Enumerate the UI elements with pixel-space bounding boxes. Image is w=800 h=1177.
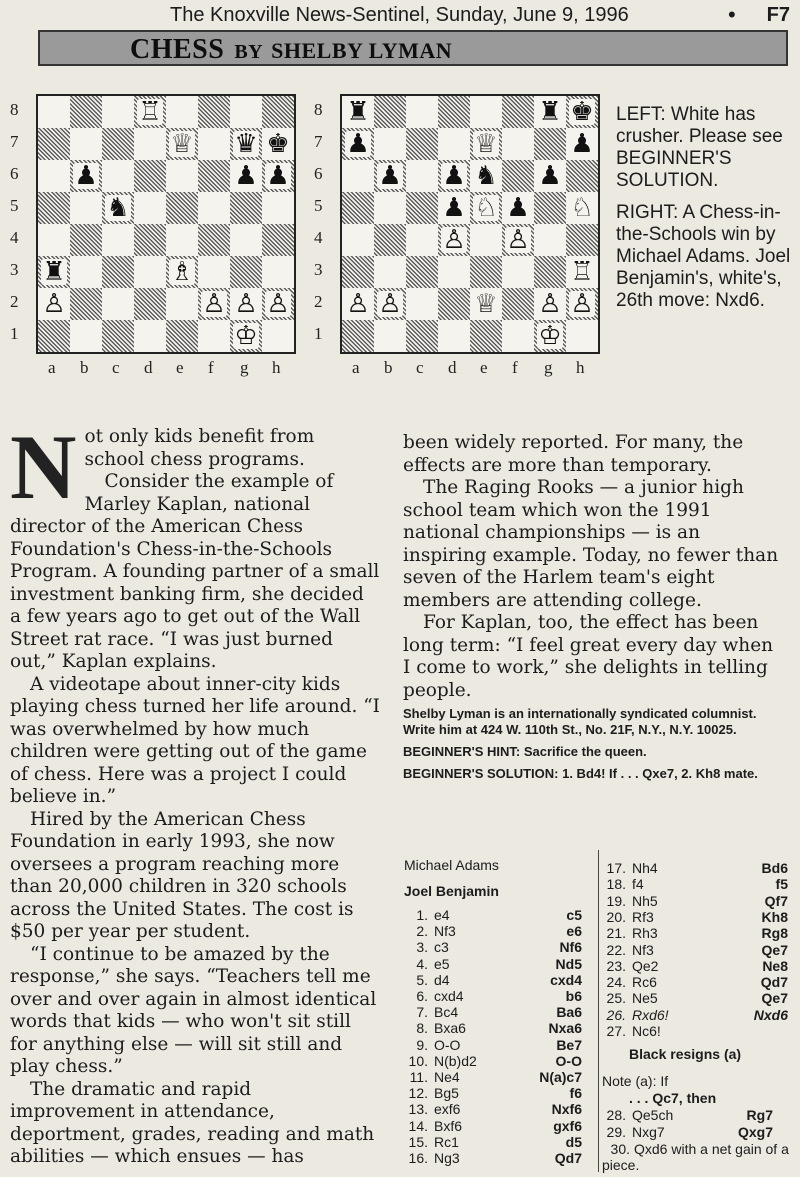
board-square [102, 256, 134, 288]
board-square [534, 224, 566, 256]
caption-left: LEFT: White has crusher. Please see BEGINNER'S SOLUTION. [616, 104, 783, 191]
game-move: 9. O-O Be7 [416, 1036, 582, 1053]
board-square [406, 256, 438, 288]
rank-label: 5 [10, 196, 19, 215]
title-author: SHELBY LYMAN [271, 38, 453, 63]
board-square [230, 224, 262, 256]
board-square [342, 288, 374, 320]
game-move: 26. Rxd6! Nxd6 [606, 1006, 788, 1023]
board-square [262, 160, 294, 192]
board-square [502, 96, 534, 128]
board-square [198, 320, 230, 352]
article-para-9: For Kaplan, too, the effect has been long term: “I feel great every day when I come to work,” she delights in telling people. [403, 612, 774, 701]
chess-piece-icon: ♜ [346, 97, 370, 127]
masthead [170, 4, 790, 28]
board-square [198, 288, 230, 320]
publication-line: The Knoxville News-Sentinel, Sunday, June 9, 1996 [170, 4, 629, 26]
chess-board-right [340, 94, 600, 354]
board-square [438, 128, 470, 160]
board-square [198, 96, 230, 128]
game-move: 3. c3 Nf6 [416, 939, 582, 956]
chess-piece-icon: ♙ [266, 289, 290, 319]
chess-piece-icon: ♞ [474, 161, 498, 191]
board-square [566, 128, 598, 160]
board-square [230, 320, 262, 352]
board-square [374, 288, 406, 320]
board-square [198, 128, 230, 160]
caption-right: RIGHT: A Chess-in-the-Schools win by Michael Adams. Joel Benjamin's, white's, 26th move: Nxd6. [616, 202, 791, 311]
file-label: f [512, 358, 518, 377]
chess-piece-icon: ♖ [138, 97, 162, 127]
rank-label: 4 [10, 228, 19, 247]
chess-piece-icon: ♔ [234, 321, 258, 351]
board-square [566, 160, 598, 192]
board-square [38, 192, 70, 224]
board-square [102, 288, 134, 320]
board-square [166, 160, 198, 192]
rank-label: 2 [314, 292, 323, 311]
chess-piece-icon: ♟ [442, 193, 466, 223]
chess-piece-icon: ♚ [570, 97, 594, 127]
chess-piece-icon: ♗ [170, 257, 194, 287]
rank-label: 8 [10, 100, 19, 119]
chess-piece-icon: ♔ [538, 321, 562, 351]
chess-piece-icon: ♟ [570, 129, 594, 159]
game-move: 24. Rc6 Qd7 [606, 974, 788, 991]
game-move: 27. Nc6! [606, 1023, 661, 1039]
board-square [230, 128, 262, 160]
chess-piece-icon: ♟ [378, 161, 402, 191]
article-column-2 [403, 432, 783, 788]
rank-label: 2 [10, 292, 19, 311]
game-move: 28. Qe5ch Rg7 [606, 1107, 773, 1123]
rank-label: 1 [314, 324, 323, 343]
board-square [406, 192, 438, 224]
game-move: 25. Ne5 Qe7 [606, 990, 788, 1007]
board-square [198, 256, 230, 288]
file-label: c [416, 358, 424, 377]
board-square [534, 288, 566, 320]
article-para-3: A videotape about inner-city kids playing chess turned her life around. “I was overwhelmed by how much children were getting out of the game of chess. Here was a project I could believe in.” [10, 673, 380, 807]
board-square [70, 288, 102, 320]
board-square [102, 224, 134, 256]
board-square [566, 192, 598, 224]
board-square [470, 288, 502, 320]
board-square [502, 128, 534, 160]
board-square [198, 192, 230, 224]
author-note [403, 706, 783, 782]
chess-piece-icon: ♕ [474, 129, 498, 159]
board-square [374, 224, 406, 256]
board-square [230, 160, 262, 192]
board-square [102, 192, 134, 224]
file-label: b [384, 358, 393, 377]
article-para-8: The Raging Rooks — a junior high school team which won the 1991 national championships — is an inspiring example. Today, no fewer than seven of the Harlem team's eight members are attending college. [403, 477, 779, 611]
chess-board-left [36, 94, 296, 354]
board-square [134, 192, 166, 224]
board-square [38, 288, 70, 320]
board-square [502, 224, 534, 256]
chess-piece-icon: ♟ [346, 129, 370, 159]
chess-piece-icon: ♙ [570, 289, 594, 319]
board-square [134, 320, 166, 352]
board-square [374, 128, 406, 160]
board-square [102, 128, 134, 160]
chess-piece-icon: ♖ [570, 257, 594, 287]
note-line: . . . Qc7, then [629, 1090, 717, 1106]
board-square [38, 256, 70, 288]
board-square [166, 256, 198, 288]
board-square [70, 224, 102, 256]
board-square [342, 256, 374, 288]
board-square [70, 256, 102, 288]
board-square [262, 288, 294, 320]
board-square [102, 160, 134, 192]
author-bio: Shelby Lyman is an internationally syndicated columnist. Write him at 424 W. 110th St., No. 21F, N.Y., N.Y. 10025. [403, 706, 757, 737]
board-square [406, 288, 438, 320]
game-move: 18. f4 f5 [606, 876, 788, 893]
game-move: 16. Ng3 Qd7 [408, 1150, 582, 1166]
board-square [38, 128, 70, 160]
board-square [470, 160, 502, 192]
game-move: 15. Rc1 d5 [408, 1133, 582, 1150]
board-square [262, 224, 294, 256]
game-move: 21. Rh3 Rg8 [606, 925, 788, 942]
chess-piece-icon: ♙ [538, 289, 562, 319]
rank-label: 3 [314, 260, 323, 279]
note-heading: Note (a): If [602, 1073, 669, 1089]
board-square [470, 224, 502, 256]
article-para-6: The dramatic and rapid improvement in attendance, deportment, grades, reading and math abilities — which ensues — has [10, 1078, 375, 1167]
board-square [470, 128, 502, 160]
board-square [470, 96, 502, 128]
board-square [534, 128, 566, 160]
note-final-move: 30. Qxd6 with a net gain of a piece. [602, 1141, 789, 1173]
board-square [502, 320, 534, 352]
board-square [374, 160, 406, 192]
board-square [262, 192, 294, 224]
chess-piece-icon: ♕ [170, 129, 194, 159]
board-square [70, 160, 102, 192]
board-square [406, 320, 438, 352]
game-move: 12. Bg5 f6 [408, 1085, 582, 1102]
rank-label: 3 [10, 260, 19, 279]
board-square [70, 96, 102, 128]
board-square [502, 288, 534, 320]
board-square [374, 256, 406, 288]
file-label: h [272, 358, 281, 377]
board-square [230, 96, 262, 128]
rank-label: 8 [314, 100, 323, 119]
board-square [566, 288, 598, 320]
article-para-1: Not only kids benefit from school chess programs. [10, 416, 315, 518]
drop-cap: N [10, 416, 77, 518]
file-label: a [352, 358, 360, 377]
article-column-1 [10, 416, 380, 1169]
board-square [342, 96, 374, 128]
game-move: 11. Ne4 N(a)c7 [409, 1069, 582, 1085]
board-square [566, 320, 598, 352]
column-divider [598, 850, 599, 1172]
board-square [70, 320, 102, 352]
title-chess: CHESS [130, 34, 225, 65]
game-move: 17. Nh4 Bd6 [606, 860, 788, 876]
game-move: 2. Nf3 e6 [416, 923, 582, 940]
game-move: 20. Rf3 Kh8 [606, 908, 788, 925]
game-move: 29. Nxg7 Qxg7 [606, 1123, 773, 1140]
board-square [166, 224, 198, 256]
board-square [262, 256, 294, 288]
board-square [534, 320, 566, 352]
chess-piece-icon: ♜ [538, 97, 562, 127]
board-square [406, 224, 438, 256]
board-square [230, 288, 262, 320]
board-square [262, 320, 294, 352]
board-square [470, 320, 502, 352]
board-square [502, 256, 534, 288]
article-para-7: been widely reported. For many, the effects are more than temporary. [403, 432, 744, 476]
board-square [166, 320, 198, 352]
board-square [262, 128, 294, 160]
rank-label: 6 [10, 164, 19, 183]
board-square [166, 128, 198, 160]
board-square [134, 128, 166, 160]
article-para-4: Hired by the American Chess Foundation in early 1993, she now oversees a program reaching more than 20,000 children in 320 schools across the United States. The cost is $50 per year per student. [10, 808, 354, 942]
file-label: c [112, 358, 120, 377]
chess-piece-icon: ♟ [538, 161, 562, 191]
game-move: 22. Nf3 Qe7 [606, 941, 788, 958]
file-label: f [208, 358, 214, 377]
rank-label: 7 [10, 132, 19, 151]
board-square [134, 160, 166, 192]
board-square [102, 320, 134, 352]
board-square [470, 256, 502, 288]
board-square [198, 160, 230, 192]
file-label: e [480, 358, 488, 377]
chess-piece-icon: ♙ [202, 289, 226, 319]
black-player: Michael Adams [404, 857, 499, 873]
rank-label: 1 [10, 324, 19, 343]
chess-piece-icon: ♟ [74, 161, 98, 191]
column-title [130, 34, 452, 66]
game-move: 5. d4 cxd4 [416, 971, 582, 988]
board-square [198, 224, 230, 256]
game-result: Black resigns (a) [629, 1046, 742, 1062]
file-label: e [176, 358, 184, 377]
article-para-5: “I continue to be amazed by the response,” she says. “Teachers tell me over and over again in almost identical words that kids — who won't sit still for anything else — will sit still and play chess.” [10, 943, 377, 1077]
board-square [342, 128, 374, 160]
game-move: 1. e4 c5 [416, 907, 582, 923]
file-label: g [240, 358, 249, 377]
board-square [342, 224, 374, 256]
rank-label: 6 [314, 164, 323, 183]
board-square [534, 96, 566, 128]
chess-piece-icon: ♟ [266, 161, 290, 191]
file-label: a [48, 358, 56, 377]
chess-piece-icon: ♙ [378, 289, 402, 319]
file-label: d [144, 358, 153, 377]
file-label: g [544, 358, 553, 377]
board-square [374, 96, 406, 128]
board-square [534, 160, 566, 192]
board-square [406, 128, 438, 160]
board-square [134, 288, 166, 320]
chess-piece-icon: ♟ [506, 193, 530, 223]
board-square [166, 96, 198, 128]
game-move: 19. Nh5 Qf7 [606, 892, 788, 909]
rank-label: 5 [314, 196, 323, 215]
chess-piece-icon: ♙ [234, 289, 258, 319]
board-square [438, 256, 470, 288]
board-square [38, 320, 70, 352]
game-move: 8. Bxa6 Nxa6 [416, 1020, 582, 1037]
chess-piece-icon: ♛ [234, 129, 258, 159]
board-square [566, 96, 598, 128]
game-move: 14. Bxf6 gxf6 [408, 1117, 582, 1134]
board-square [134, 256, 166, 288]
chess-piece-icon: ♜ [42, 257, 66, 287]
board-square [470, 192, 502, 224]
board-square [438, 224, 470, 256]
article-para-2: Consider the example of Marley Kaplan, national director of the American Chess Foundation's Chess-in-the-Schools Program. A founding partner of a small investment banking firm, she decided a few years ago to get out of the Wall Street rat race. “I was just burned out,” Kaplan explains. [10, 471, 380, 672]
board-square [534, 256, 566, 288]
diagram-caption [616, 104, 796, 322]
game-move: 23. Qe2 Ne8 [606, 957, 788, 974]
board-square [262, 96, 294, 128]
board-square [134, 96, 166, 128]
board-square [230, 256, 262, 288]
board-square [342, 320, 374, 352]
board-square [438, 192, 470, 224]
board-square [38, 96, 70, 128]
page-number: F7 [766, 4, 790, 26]
white-player: Joel Benjamin [404, 883, 499, 899]
title-by: BY [234, 41, 264, 63]
chess-piece-icon: ♘ [474, 193, 498, 223]
chess-piece-icon: ♙ [506, 225, 530, 255]
beginners-solution: BEGINNER'S SOLUTION: 1. Bd4! If . . . Qxe7, 2. Kh8 mate. [403, 766, 758, 781]
file-label: h [576, 358, 585, 377]
chess-piece-icon: ♘ [570, 193, 594, 223]
beginners-hint: BEGINNER'S HINT: Sacrifice the queen. [403, 744, 647, 759]
game-move: 7. Bc4 Ba6 [416, 1004, 582, 1021]
chess-piece-icon: ♟ [234, 161, 258, 191]
board-square [438, 160, 470, 192]
board-square [38, 224, 70, 256]
board-square [566, 224, 598, 256]
bullet-icon: • [728, 2, 736, 27]
board-square [438, 96, 470, 128]
board-square [374, 320, 406, 352]
board-square [342, 160, 374, 192]
game-move: 4. e5 Nd5 [416, 955, 582, 972]
board-square [38, 160, 70, 192]
board-square [438, 320, 470, 352]
game-move: 10. N(b)d2 O-O [408, 1052, 582, 1069]
rank-label: 7 [314, 132, 323, 151]
file-label: d [448, 358, 457, 377]
board-square [566, 256, 598, 288]
board-square [102, 96, 134, 128]
chess-piece-icon: ♙ [442, 225, 466, 255]
board-square [502, 192, 534, 224]
board-square [166, 288, 198, 320]
chess-piece-icon: ♟ [442, 161, 466, 191]
board-square [438, 288, 470, 320]
chess-piece-icon: ♞ [106, 193, 130, 223]
board-square [230, 192, 262, 224]
board-square [406, 96, 438, 128]
board-square [70, 128, 102, 160]
game-move: 13. exf6 Nxf6 [408, 1101, 582, 1118]
chess-piece-icon: ♙ [346, 289, 370, 319]
board-square [502, 160, 534, 192]
board-square [534, 192, 566, 224]
chess-piece-icon: ♕ [474, 289, 498, 319]
chess-piece-icon: ♚ [266, 129, 290, 159]
chess-piece-icon: ♙ [42, 289, 66, 319]
board-square [374, 192, 406, 224]
board-square [342, 192, 374, 224]
game-move: 6. cxd4 b6 [416, 988, 582, 1004]
board-square [406, 160, 438, 192]
rank-label: 4 [314, 228, 323, 247]
file-label: b [80, 358, 89, 377]
board-square [70, 192, 102, 224]
board-square [166, 192, 198, 224]
board-square [134, 224, 166, 256]
